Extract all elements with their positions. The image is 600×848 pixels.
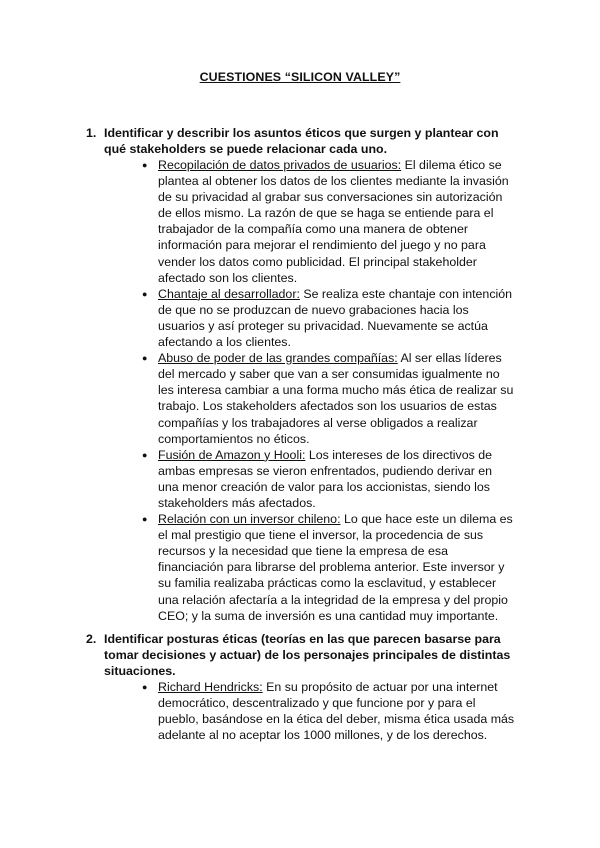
item-body: Al ser ellas líderes del mercado y saber que van a ser consumidas igualmente no les interesa cambiar a una forma mucho más ética de realizar su trabajo. Los stakeholders afectados son los usuarios de estas compañías y los trabajadores al verse obligados a realizar comportamientos no éticos.	[158, 351, 514, 446]
list-item	[142, 286, 516, 350]
bullet-icon: ●	[142, 160, 148, 170]
item-label: Relación con un inversor chileno:	[158, 512, 341, 527]
item-body: Los intereses de los directivos de ambas empresas se vieron enfrentados, pudiendo derivar en una menor creación de valor para los accionistas, siendo los stakeholders más afectados.	[158, 447, 493, 510]
question-1	[86, 125, 524, 624]
bullet-icon: ●	[142, 288, 148, 299]
item-label: Abuso de poder de las grandes compañías:	[158, 351, 398, 366]
item-body: El dilema ético se plantea al obtener los datos de los clientes mediante la invasión de su privacidad al grabar sus conversaciones sin autorización de ellos mismo. La razón de que se haga se entiende para el trabajador de la compañía como una manera de obtener información para mejorar el rendimiento del juego y no para vender los datos como publicidad. El principal stakeholder afectado son los clientes.	[158, 158, 509, 285]
question-text: Identificar posturas éticas (teorías en las que parecen basarse para tomar decisiones y actuar) de los personajes principales de distintas situaciones.	[104, 632, 511, 678]
item-label: Richard Hendricks:	[158, 680, 263, 694]
bullet-list	[104, 679, 524, 743]
list-item	[142, 679, 516, 743]
bullet-icon: ●	[142, 682, 148, 692]
item-label: Fusión de Amazon y Hooli:	[158, 447, 306, 462]
item-body: Se realiza este chantaje con intención de que no se produzcan de nuevo grabaciones hacia los usuarios y así proteger su privacidad. Nuevamente se actúa afectando a los clientes.	[158, 286, 513, 350]
question-text: Identificar y describir los asuntos éticos que surgen y plantear con qué stakeholders se puede relacionar cada uno.	[104, 126, 499, 156]
list-item	[142, 447, 516, 511]
document-title: CUESTIONES “SILICON VALLEY”	[199, 70, 401, 84]
bullet-icon: ●	[142, 514, 148, 525]
question-number: 2.	[86, 632, 97, 646]
item-body: Lo que hace este un dilema es el mal prestigio que tiene el inversor, la procedencia de sus recursos y la necesidad que tiene la empresa de esa financiación para librarse del problema anterior. Este inversor y su familia realizaba prácticas como la esclavitud, y establecer una relación afectaría a la integridad de la empresa y del propio CEO; y la suma de inversión es una cantidad muy importante.	[158, 512, 513, 623]
item-label: Chantaje al desarrollador:	[158, 286, 300, 301]
bullet-icon: ●	[142, 449, 148, 460]
list-item	[142, 157, 516, 286]
question-number: 1.	[86, 126, 97, 140]
list-item	[142, 350, 516, 447]
question-2	[86, 631, 524, 743]
bullet-icon: ●	[142, 353, 148, 364]
item-body: En su propósito de actuar por una internet democrático, descentralizado y que funcione por y para el pueblo, basándose en la ética del deber, misma ética usada más adelante al no aceptar los 1000 millones, y de los derechos.	[158, 680, 515, 743]
bullet-list	[104, 157, 524, 624]
item-label: Recopilación de datos privados de usuarios:	[158, 158, 402, 172]
list-item	[142, 511, 516, 624]
